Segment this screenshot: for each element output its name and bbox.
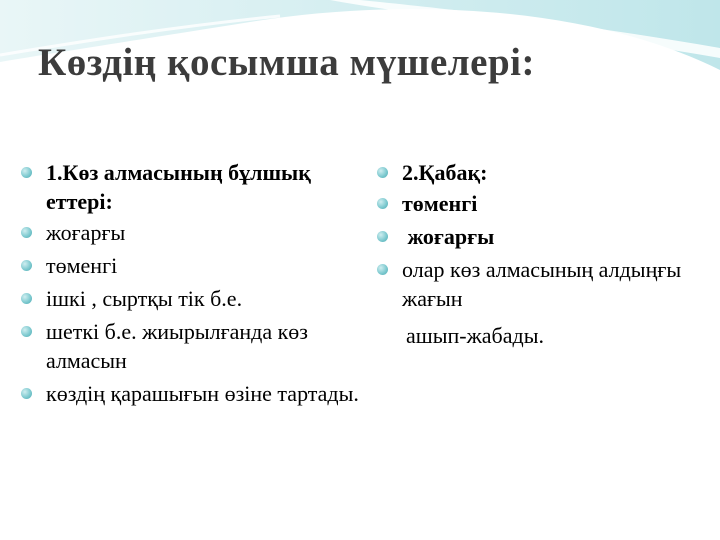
bullet-icon	[21, 260, 32, 271]
bullet-icon	[377, 264, 388, 275]
list-item: шеткі б.е. жиырылғанда көз алмасын	[20, 317, 360, 375]
slide-title: Көздің қосымша мүшелері:	[38, 41, 536, 84]
bullet-icon	[21, 388, 32, 399]
bullet-icon	[21, 167, 32, 178]
list-item: 2.Қабақ:	[376, 158, 706, 187]
list-item: ішкі , сыртқы тік б.е.	[20, 284, 360, 313]
list-item: төменгі	[20, 251, 360, 280]
right-bullet-list	[376, 158, 706, 358]
bullet-icon	[21, 293, 32, 304]
bullet-icon	[21, 326, 32, 337]
list-item: төменгі	[376, 189, 706, 218]
list-item: жоғарғы	[376, 222, 706, 251]
list-item: олар көз алмасының алдыңғы жағын	[376, 255, 706, 313]
list-item: 1.Көз алмасының бұлшық еттері:	[20, 158, 360, 216]
bullet-icon	[21, 227, 32, 238]
list-item: көздің қарашығын өзіне тартады.	[20, 379, 360, 408]
list-item: ашып-жабады.	[406, 323, 544, 348]
bullet-icon	[377, 167, 388, 178]
bullet-icon	[377, 198, 388, 209]
list-item: жоғарғы	[20, 218, 360, 247]
left-bullet-list	[20, 158, 360, 416]
bullet-icon	[377, 231, 388, 242]
